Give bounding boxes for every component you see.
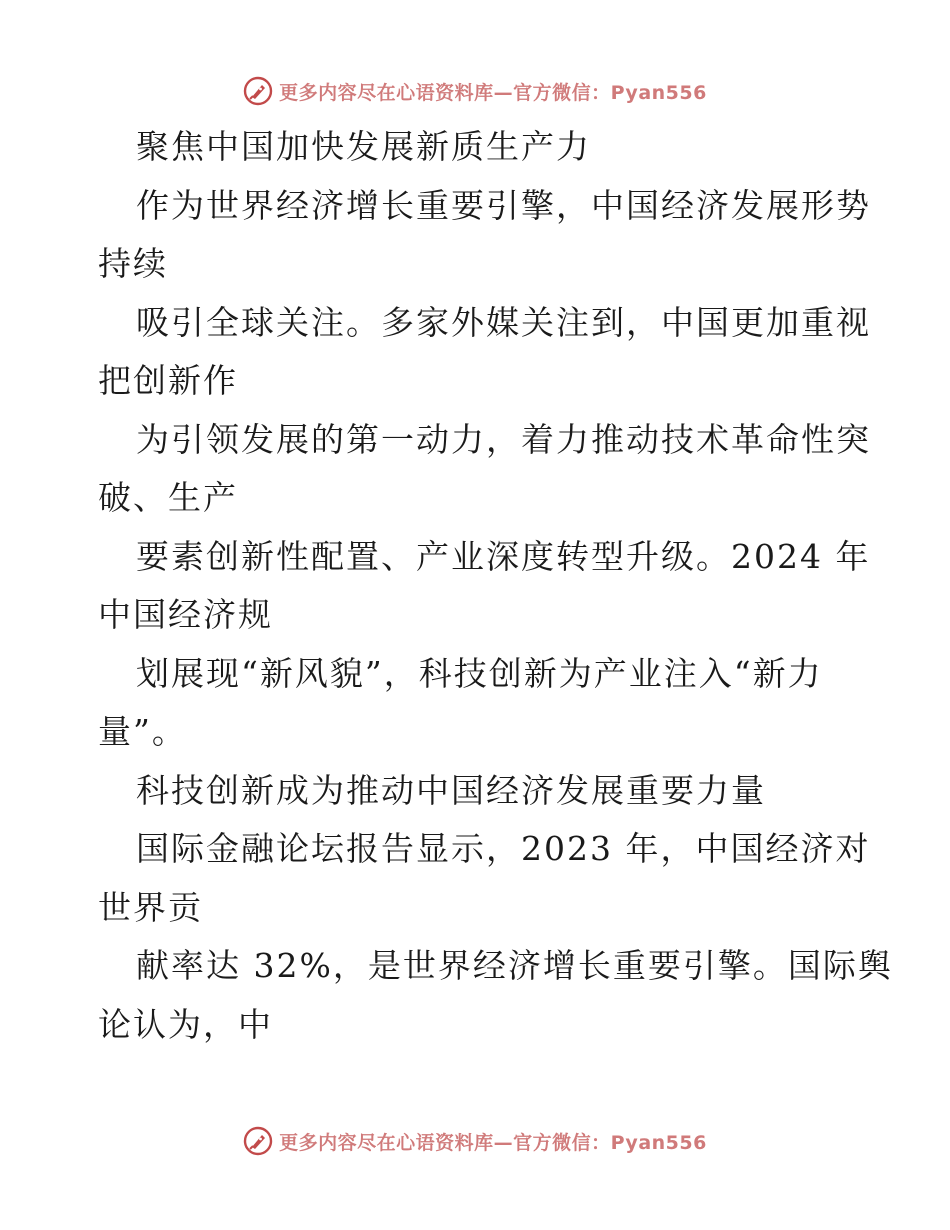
text-line: 作为世界经济增长重要引擎，中国经济发展形势 <box>136 185 871 225</box>
pen-nib-logo-icon <box>243 76 273 106</box>
watermark-text: 更多内容尽在心语资料库—官方微信：Pyan556 <box>279 81 707 104</box>
text-line: 持续 <box>98 244 168 283</box>
text-line: 吸引全球关注。多家外媒关注到，中国更加重视 <box>136 302 871 342</box>
text-line: 世界贡 <box>98 887 203 927</box>
document-body <box>98 118 893 1054</box>
text-line: 划展现“新风貌”，科技创新为产业注入“新力 <box>136 653 823 693</box>
text-line: 中国经济规 <box>98 595 273 634</box>
pen-nib-logo-icon <box>243 1126 273 1156</box>
text-line: 破、生产 <box>98 478 238 517</box>
footer-watermark <box>0 1121 950 1161</box>
text-line: 要素创新性配置、产业深度转型升级。2024 年 <box>136 536 871 576</box>
watermark-text: 更多内容尽在心语资料库—官方微信：Pyan556 <box>279 1131 707 1154</box>
text-line: 国际金融论坛报告显示，2023 年，中国经济对 <box>136 829 871 868</box>
header-watermark <box>0 71 950 111</box>
text-line: 为引领发展的第一动力，着力推动技术革命性突 <box>136 419 871 459</box>
text-line: 把创新作 <box>98 361 238 400</box>
text-line: 量”。 <box>98 712 187 751</box>
text-line: 献率达 32%，是世界经济增长重要引擎。国际舆 <box>136 946 893 985</box>
text-line: 论认为，中 <box>98 1004 273 1044</box>
text-line: 科技创新成为推动中国经济发展重要力量 <box>136 770 766 810</box>
text-line: 聚焦中国加快发展新质生产力 <box>136 127 591 166</box>
